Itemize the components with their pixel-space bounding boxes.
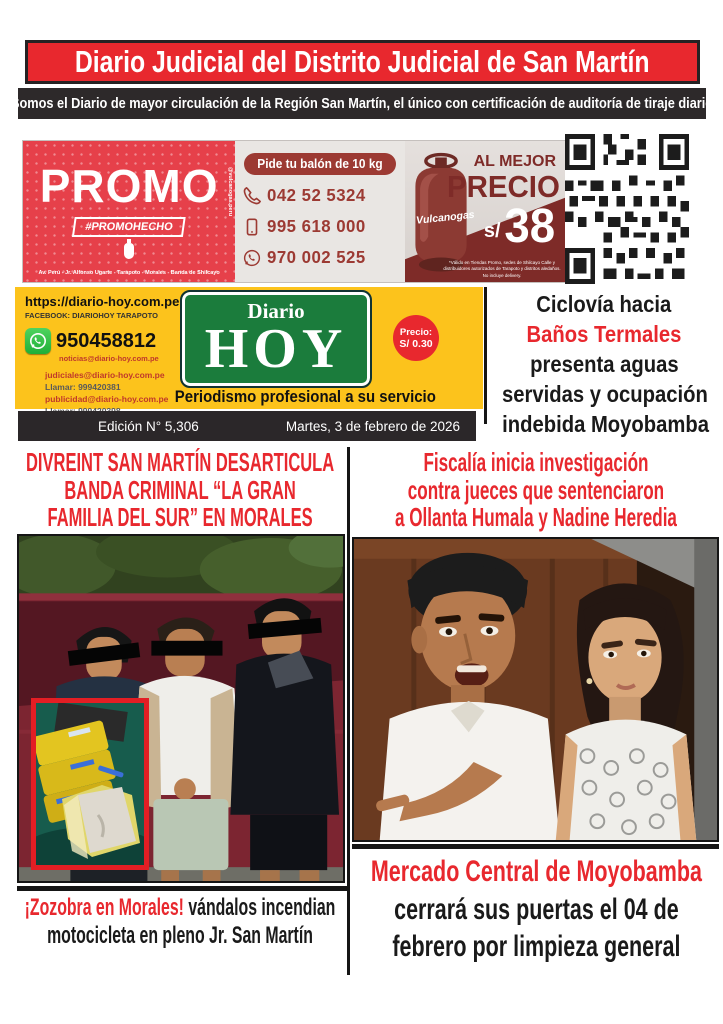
news-email: noticias@diario-hoy.com.pe [59,354,159,363]
advert-promo-panel [23,141,235,282]
left-article-photo [17,534,345,883]
whatsapp-number: 950458812 [56,329,157,352]
balloon-brand-label: Vulcanogas [415,209,475,227]
whatsapp-row [25,328,197,354]
logo-diario-text: Diario [247,299,305,323]
judicial-phone: Llamar: 999420381 [45,381,121,392]
price-tag [483,200,556,253]
newspaper-logo [180,290,372,388]
cover-price-badge [393,315,439,361]
phone-icon [243,187,261,205]
right-article-subheadline: Mercado Central de Moyobamba cerrará sus puertas el 04 de febrero por limpieza general [370,855,702,963]
subtitle-banner [10,88,714,119]
side-headline-line: servidas y ocupación [502,381,708,407]
drug-packages-inset-photo [31,698,149,870]
newspaper-subtitle: Somos el Diario de mayor circulación de la Región San Martín, el único con certificación de auditoría de tiraje diario [10,95,714,112]
best-price-top: AL MEJOR [473,153,556,170]
side-headline [488,291,720,441]
gas-advert [22,140,567,283]
promo-social-handle: @vulcanogas.peru [227,167,234,217]
logo-hoy-text: HOY [204,318,348,380]
phone-row [243,185,404,206]
side-headline-line: presenta aguas [529,351,679,377]
left-article-headline: DIVREINT SAN MARTÍN DESARTICULA BANDA CRIMINAL “LA GRAN FAMILIA DEL SUR” EN MORALES [26,447,335,533]
gas-balloon-image [405,147,481,275]
humala-heredia-photo-illustration [354,539,717,840]
price-value: 38 [503,200,555,253]
horizontal-rule [17,886,347,891]
price-currency: s/ [483,220,501,242]
ads-email: publicidad@diario-hoy.com.pe [45,393,169,404]
edition-number: Edición N° 5,306 [98,418,199,434]
mobile-icon [243,218,261,236]
phone-row [243,216,404,237]
side-headline-line: indebida Moyobamba [502,411,710,437]
phone-number: 970 002 525 [267,247,366,267]
advert-price-panel [405,141,566,282]
side-headline-line: Baños Termales [526,321,682,347]
best-price-main: PRECIO [447,169,560,204]
phone-row [243,247,404,268]
right-article-headline: Fiscalía inicia investigación contra jueces que sentenciaron a Ollanta Humala y Nadine Heredia [394,447,677,533]
phone-number: 995 618 000 [267,216,366,236]
left-article-subheadline: ¡Zozobra en Morales! vándalos incendian motocicleta en pleno Jr. San Martín [24,894,336,950]
right-article-photo [352,537,719,842]
vertical-divider [484,287,487,424]
title-banner [25,40,700,84]
whatsapp-icon [25,328,51,354]
judicial-email: judiciales@diario-hoy.com.pe [45,370,165,380]
promo-address: Av. Perú - Jr. Alfonso Ugarte - Tarapoto - Morales - Banda de Shilcayo [38,270,220,276]
promo-label: PROMO [39,160,219,212]
price-amount: S/ 0.30 [399,337,433,350]
advert-fine-print: *Válido en Tiendas Promo, sedes de Shilcayo Calle y distribuidores autorizados de Tarapoto y distritos aledaños. No incluye delivery. [443,260,561,278]
qr-code [565,134,689,284]
tagline: Periodismo profesional a su servicio [174,387,436,406]
website-url: https://diario-hoy.com.pe [25,294,180,309]
masthead [15,287,483,409]
phone-number: 042 52 5324 [267,185,366,205]
edition-date: Martes, 3 de febrero de 2026 [285,418,460,434]
side-headline-line: Ciclovía hacia [536,291,672,317]
order-pill-label: Pide tu balón de 10 kg [257,157,383,171]
gas-balloon-icon [124,243,134,259]
newspaper-title: Diario Judicial del Distrito Judicial de San Martín [75,44,650,79]
order-pill [244,153,396,175]
horizontal-rule [352,844,719,849]
advert-phones-panel [235,141,404,282]
edition-bar [18,411,476,441]
price-label: Precio: [399,326,433,338]
promo-hashtag: #PROMOHECHO [72,217,186,237]
whatsapp-icon [243,249,261,267]
facebook-line: FACEBOOK: DIARIOHOY TARAPOTO [25,311,158,320]
